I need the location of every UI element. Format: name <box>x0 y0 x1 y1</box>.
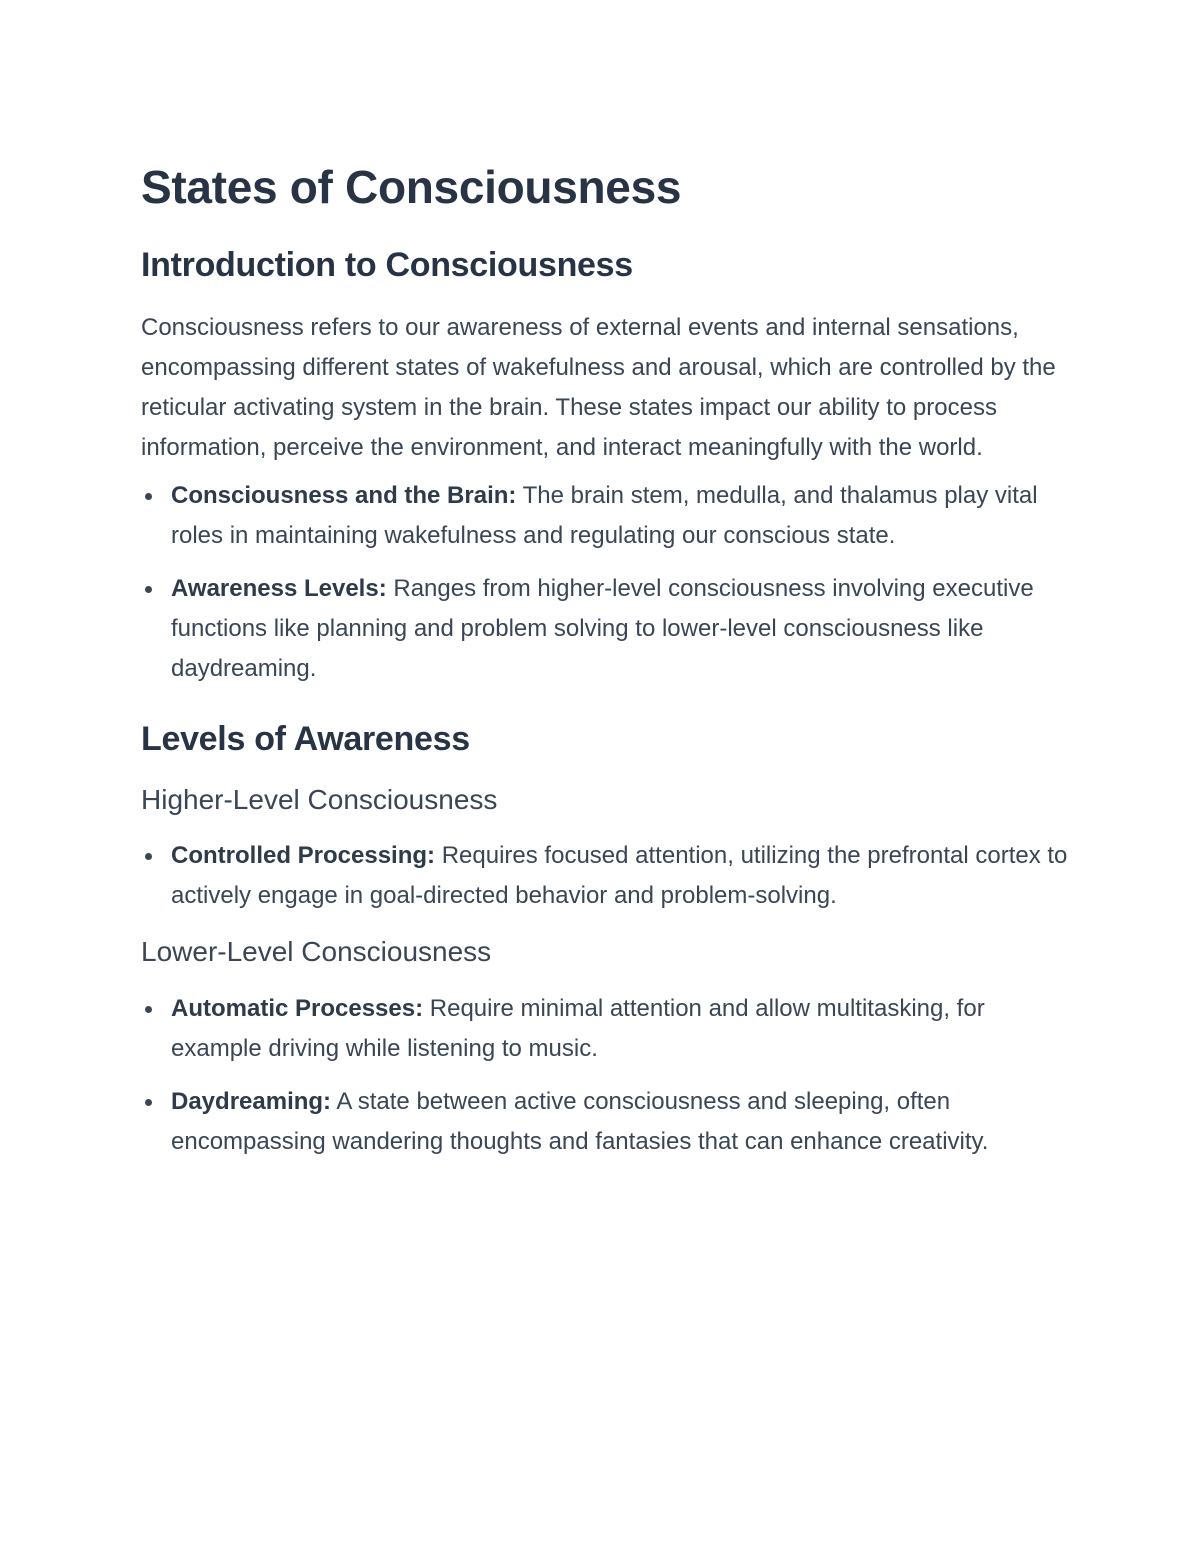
bullet-text: Require minimal attention and allow multitasking, for example driving while listening to music. <box>171 994 985 1062</box>
bullet-term: Automatic Processes: <box>171 994 424 1022</box>
list-item <box>141 836 1071 916</box>
bullet-term: Awareness Levels: <box>171 574 387 602</box>
section-heading-intro: Introduction to Consciousness <box>141 246 633 285</box>
page-title: States of Consciousness <box>141 161 682 213</box>
bullet-icon <box>145 853 152 860</box>
bullet-icon <box>145 586 152 593</box>
subsection-heading-higher: Higher-Level Consciousness <box>141 783 498 815</box>
bullet-text: A state between active consciousness and sleeping, often encompassing wandering thoughts and fantasies that can enhance creativity. <box>171 1087 989 1155</box>
bullet-text: The brain stem, medulla, and thalamus play vital roles in maintaining wakefulness and regulating our conscious state. <box>171 481 1038 549</box>
bullet-term: Consciousness and the Brain: <box>171 481 517 509</box>
list-item <box>141 1082 1071 1162</box>
bullet-icon <box>145 1099 152 1106</box>
bullet-term: Daydreaming: <box>171 1087 332 1115</box>
list-item <box>141 989 1071 1069</box>
intro-paragraph: Consciousness refers to our awareness of external events and internal sensations, encompassing different states of wakefulness and arousal, which are controlled by the reticular activating system in the brain. These states impact our ability to process information, perceive the environment, and interact meaningfully with the world. <box>141 313 1056 461</box>
list-item <box>141 569 1071 689</box>
lower-bullet-list <box>141 989 1071 1162</box>
document-page <box>141 160 1071 1180</box>
bullet-icon <box>145 1006 152 1013</box>
higher-bullet-list <box>141 836 1071 916</box>
bullet-icon <box>145 493 152 500</box>
bullet-text: Requires focused attention, utilizing the prefrontal cortex to actively engage in goal-directed behavior and problem-solving. <box>171 842 1068 910</box>
subsection-heading-lower: Lower-Level Consciousness <box>141 936 492 968</box>
section-heading-levels: Levels of Awareness <box>141 719 470 758</box>
intro-bullet-list <box>141 476 1071 689</box>
bullet-text: Ranges from higher-level consciousness involving executive functions like planning and problem solving to lower-level consciousness like daydreaming. <box>171 574 1034 682</box>
bullet-term: Controlled Processing: <box>171 842 436 870</box>
list-item <box>141 476 1071 556</box>
